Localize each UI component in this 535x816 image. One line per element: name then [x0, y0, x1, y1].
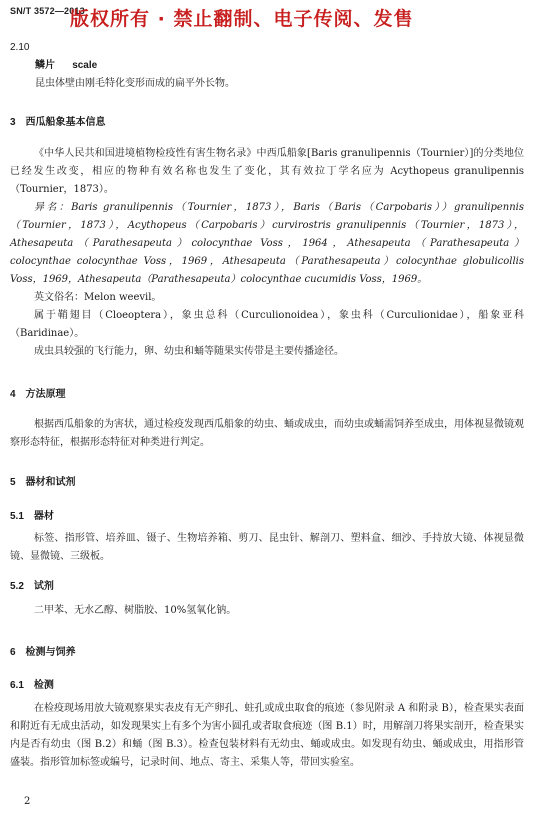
section-4-paragraph: 根据西瓜船象的为害状，通过检疫发现西瓜船象的幼虫、蛹或成虫，而幼虫或蛹需饲养至成虫，用体视显微镜观察形态特征，根据形态特征对种类进行判定。 — [10, 419, 524, 448]
section-6-1-text: 在检疫现场用放大镜观察果实表皮有无产卵孔、蛀孔或成虫取食的痕迹（参见附录 A 和附录 B），检查果实表面和附近有无成虫活动，如发现果实上有多个为害小圆孔或者取食痕迹（图 B.1）时，用解剖刀将果实剖开，检查果实内是否有幼虫（图 B.2）和蛹（图 B.3）。检查包装材料有无幼虫、蛹或成虫。如发现有幼虫、蛹或成虫，用指形管盛装。指形管加标签或编号，记录时间、地点、寄主、采集人等，带回实验室。 — [10, 703, 524, 768]
section-3-synonyms: 异名：Baris granulipennis（Tournier，1873），Baris（Baris（Carpobaris））granulipennis（Tournier，1873），Acythopeus（Carpobaris）curvirostris granulipennis（Tournier，1873），Athesapeuta（Parathesapeuta）colocynthae Voss，1964，Athesapeuta（Parathesapeuta）colocynthae colocynthae Voss，1969，Athesapeuta（Parathesapeuta）colocynthae globulicollis Voss，1969，Athesapeuta（Parathesapeuta）colocynthae cucumidis Voss，1969。 — [10, 202, 524, 285]
section-5-1-text: 标签、指形管、培养皿、镊子、生物培养箱、剪刀、昆虫针、解剖刀、塑料盒、细沙、手持放大镜、体视显微镜、显微镜、三级板。 — [10, 533, 524, 562]
section-3-heading: 3 西瓜船象基本信息 — [10, 117, 106, 128]
section-5-heading: 5 器材和试剂 — [10, 477, 76, 488]
term-english: scale — [72, 60, 98, 71]
section-5-2-heading: 5.2 试剂 — [10, 581, 54, 592]
section-4-heading: 4 方法原理 — [10, 389, 66, 400]
term-chinese: 鳞片 — [35, 60, 55, 71]
section-3-paragraph-1: 《中华人民共和国进境植物检疫性有害生物名录》中西瓜船象[Baris granulipennis（Tournier）]的分类地位已经发生改变，相应的物种有效名称也发生了变化，其有效拉丁学名应为 Acythopeus granulipennis（Tournier，1873）。 — [10, 148, 524, 195]
section-6-1-heading: 6.1 检测 — [10, 680, 54, 691]
page-number: 2 — [24, 796, 31, 807]
section-number-2-10: 2.10 — [10, 42, 30, 53]
term-line — [35, 60, 97, 72]
copyright-watermark: 版权所有 · 禁止翻制、电子传阅、发售 — [70, 8, 414, 30]
section-6-heading: 6 检测与饲养 — [10, 647, 76, 658]
section-3-classification: 属于鞘翅目（Cloeoptera），象虫总科（Curculionoidea），象虫科（Curculionidae），船象亚科（Baridinae）。 — [10, 310, 524, 339]
term-definition: 昆虫体壁由刚毛特化变形而成的扁平外长物。 — [35, 78, 235, 89]
standard-code: SN/T 3572—2013 — [10, 6, 85, 16]
section-3-common-name: 英文俗名：Melon weevil。 — [34, 292, 162, 303]
section-5-1-heading: 5.1 器材 — [10, 511, 54, 522]
section-5-2-text: 二甲苯、无水乙醇、树脂胶、10%氢氧化钠。 — [34, 605, 237, 616]
section-3-dispersal: 成虫具较强的飞行能力，卵、幼虫和蛹等随果实传带是主要传播途径。 — [34, 346, 344, 357]
